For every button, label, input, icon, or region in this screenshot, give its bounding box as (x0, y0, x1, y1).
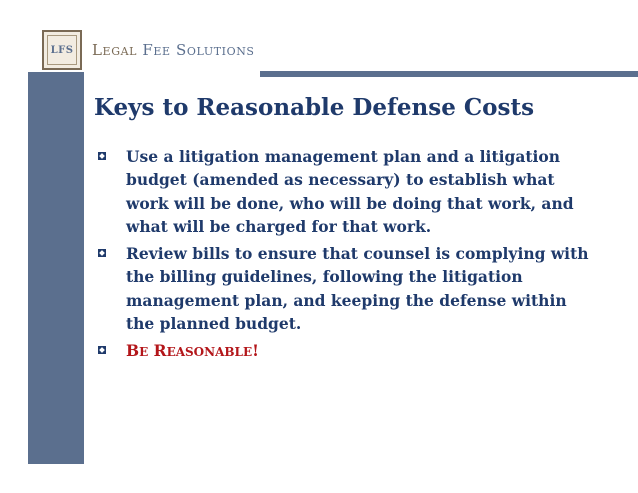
bullet-item (96, 145, 596, 238)
bullet-item (96, 242, 596, 335)
bullet-square-icon (98, 152, 106, 160)
logo-mark-text: LFS (50, 44, 74, 56)
bullet-item (96, 339, 596, 364)
company-logo (42, 30, 255, 70)
bullet-square-icon (98, 249, 106, 257)
bullet-text: Review bills to ensure that counsel is complying with the billing guidelines, following the litigation management plan, and keeping the defense within the planned budget. (126, 244, 589, 334)
logo-word-fee-solutions: Fee Solutions (142, 41, 255, 59)
emphasis-text: BE REASONABLE! (126, 341, 259, 361)
bullet-text: Use a litigation management plan and a litigation budget (amended as necessary) to establish what work will be done, who will be doing that work, and what will be charged for that work. (126, 147, 574, 236)
left-accent-bar (28, 72, 84, 464)
logo-mark-icon (42, 30, 82, 70)
logo-word-legal: Legal (92, 41, 143, 59)
slide-title: Keys to Reasonable Defense Costs (94, 94, 535, 121)
bullet-list (96, 145, 596, 369)
logo-wordmark (92, 41, 255, 59)
header-rule (260, 71, 638, 77)
bullet-square-icon (98, 346, 106, 354)
